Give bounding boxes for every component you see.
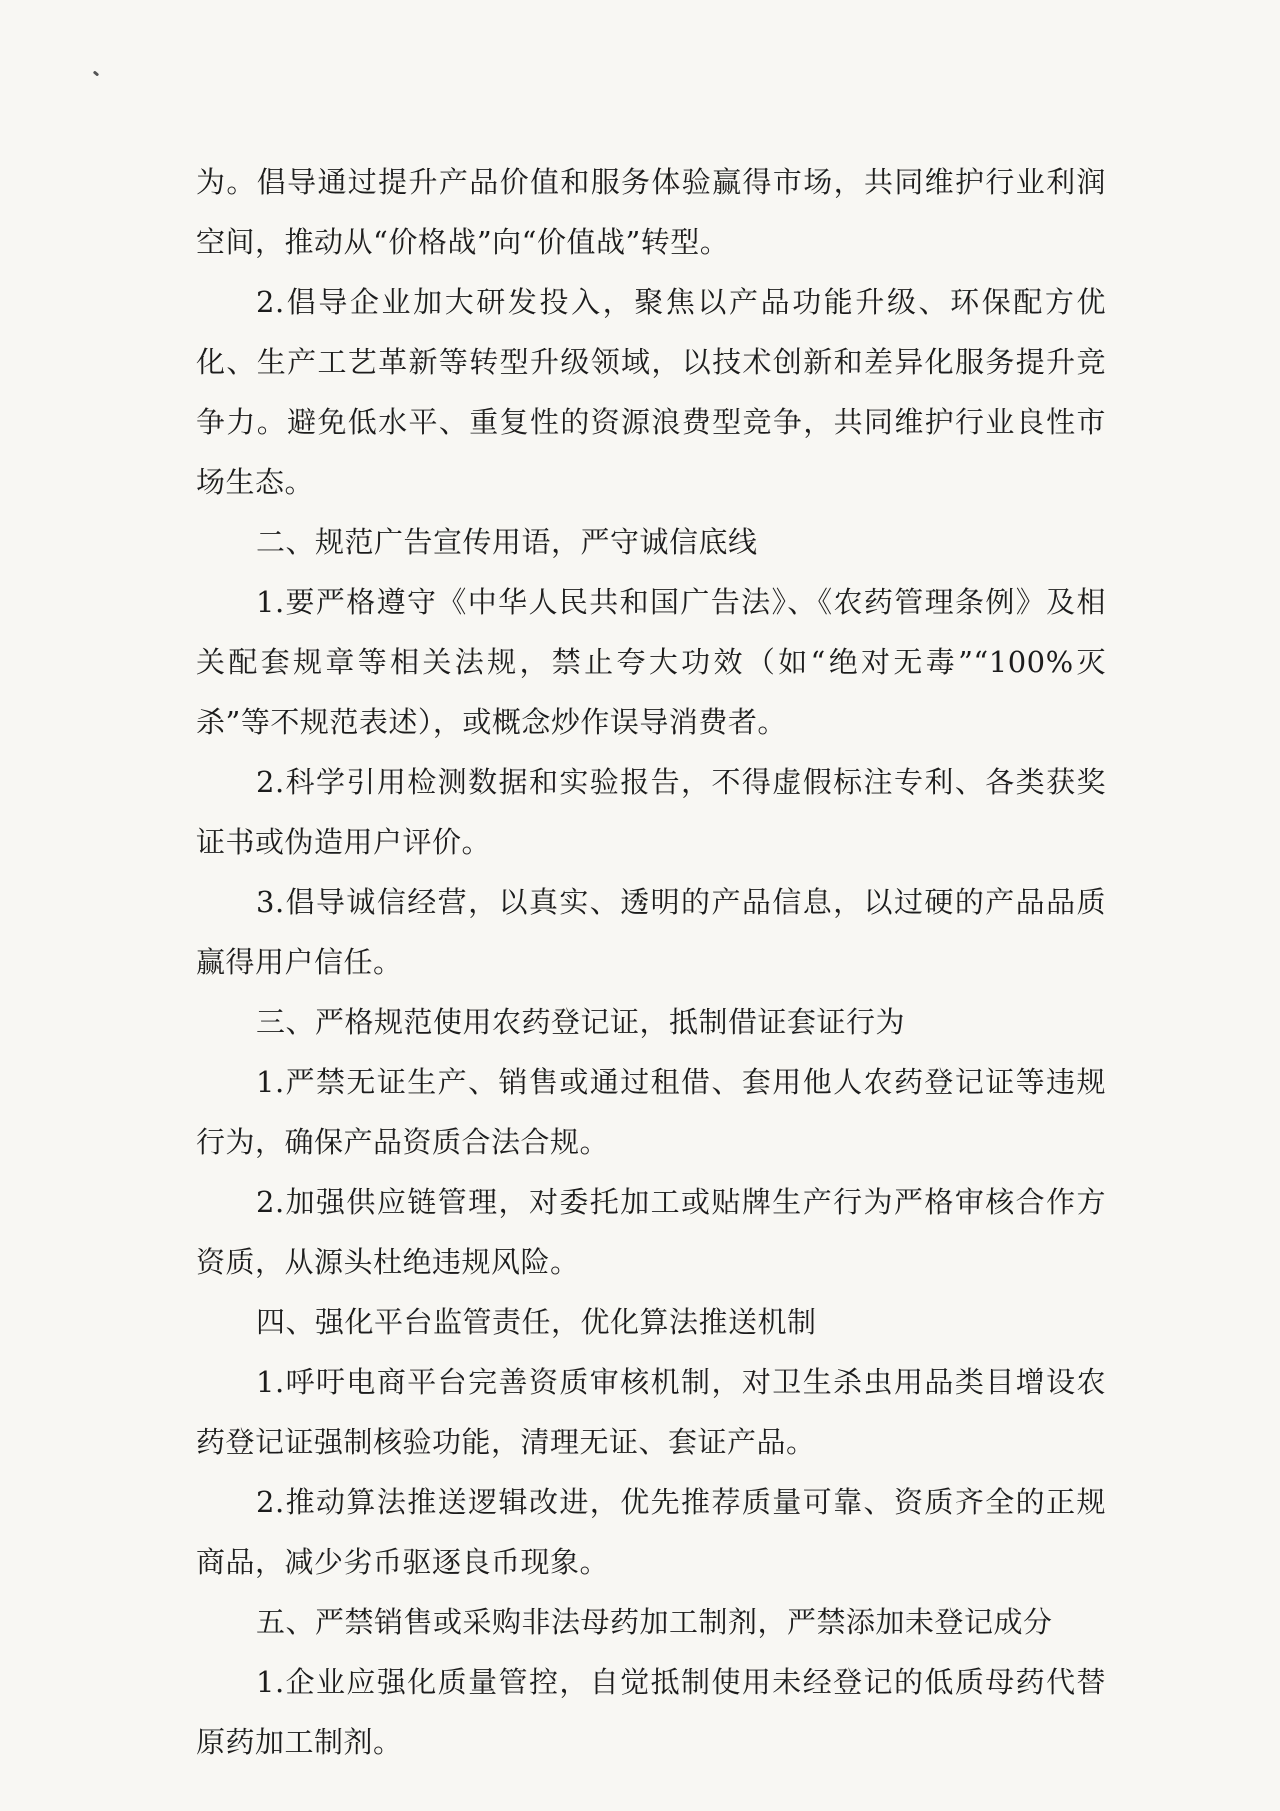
paragraph-continuation: 为。倡导通过提升产品价值和服务体验赢得市场，共同维护行业利润空间，推动从“价格战”向“价值战”转型。: [196, 165, 1106, 259]
paragraph-item: 1.要严格遵守《中华人民共和国广告法》、《农药管理条例》及相关配套规章等相关法规，禁止夸大功效（如“绝对无毒”“100%灭杀”等不规范表述），或概念炒作误导消费者。: [196, 585, 1106, 739]
paragraph-item: 1.企业应强化质量管控，自觉抵制使用未经登记的低质母药代替原药加工制剂。: [196, 1665, 1106, 1759]
section-heading: 三、严格规范使用农药登记证，抵制借证套证行为: [256, 1005, 906, 1039]
section-heading: 五、严禁销售或采购非法母药加工制剂，严禁添加未登记成分: [256, 1605, 1053, 1639]
paragraph-item: 2.科学引用检测数据和实验报告，不得虚假标注专利、各类获奖证书或伪造用户评价。: [196, 765, 1106, 859]
paragraph-item: 3.倡导诚信经营，以真实、透明的产品信息，以过硬的产品品质赢得用户信任。: [196, 885, 1106, 979]
paragraph-item: 1.严禁无证生产、销售或通过租借、套用他人农药登记证等违规行为，确保产品资质合法合规。: [196, 1065, 1106, 1159]
paragraph-item: 2.倡导企业加大研发投入，聚焦以产品功能升级、环保配方优化、生产工艺革新等转型升级领域，以技术创新和差异化服务提升竞争力。避免低水平、重复性的资源浪费型竞争，共同维护行业良性市场生态。: [196, 285, 1106, 499]
section-heading: 二、规范广告宣传用语，严守诚信底线: [256, 525, 758, 559]
section-heading: 四、强化平台监管责任，优化算法推送机制: [256, 1305, 817, 1339]
paragraph-item: 2.加强供应链管理，对委托加工或贴牌生产行为严格审核合作方资质，从源头杜绝违规风险。: [196, 1185, 1106, 1279]
scan-speck: [93, 70, 100, 76]
paragraph-item: 1.呼吁电商平台完善资质审核机制，对卫生杀虫用品类目增设农药登记证强制核验功能，清理无证、套证产品。: [196, 1365, 1106, 1459]
paragraph-item: 2.推动算法推送逻辑改进，优先推荐质量可靠、资质齐全的正规商品，减少劣币驱逐良币现象。: [196, 1485, 1106, 1579]
document-body: [196, 152, 1106, 1772]
